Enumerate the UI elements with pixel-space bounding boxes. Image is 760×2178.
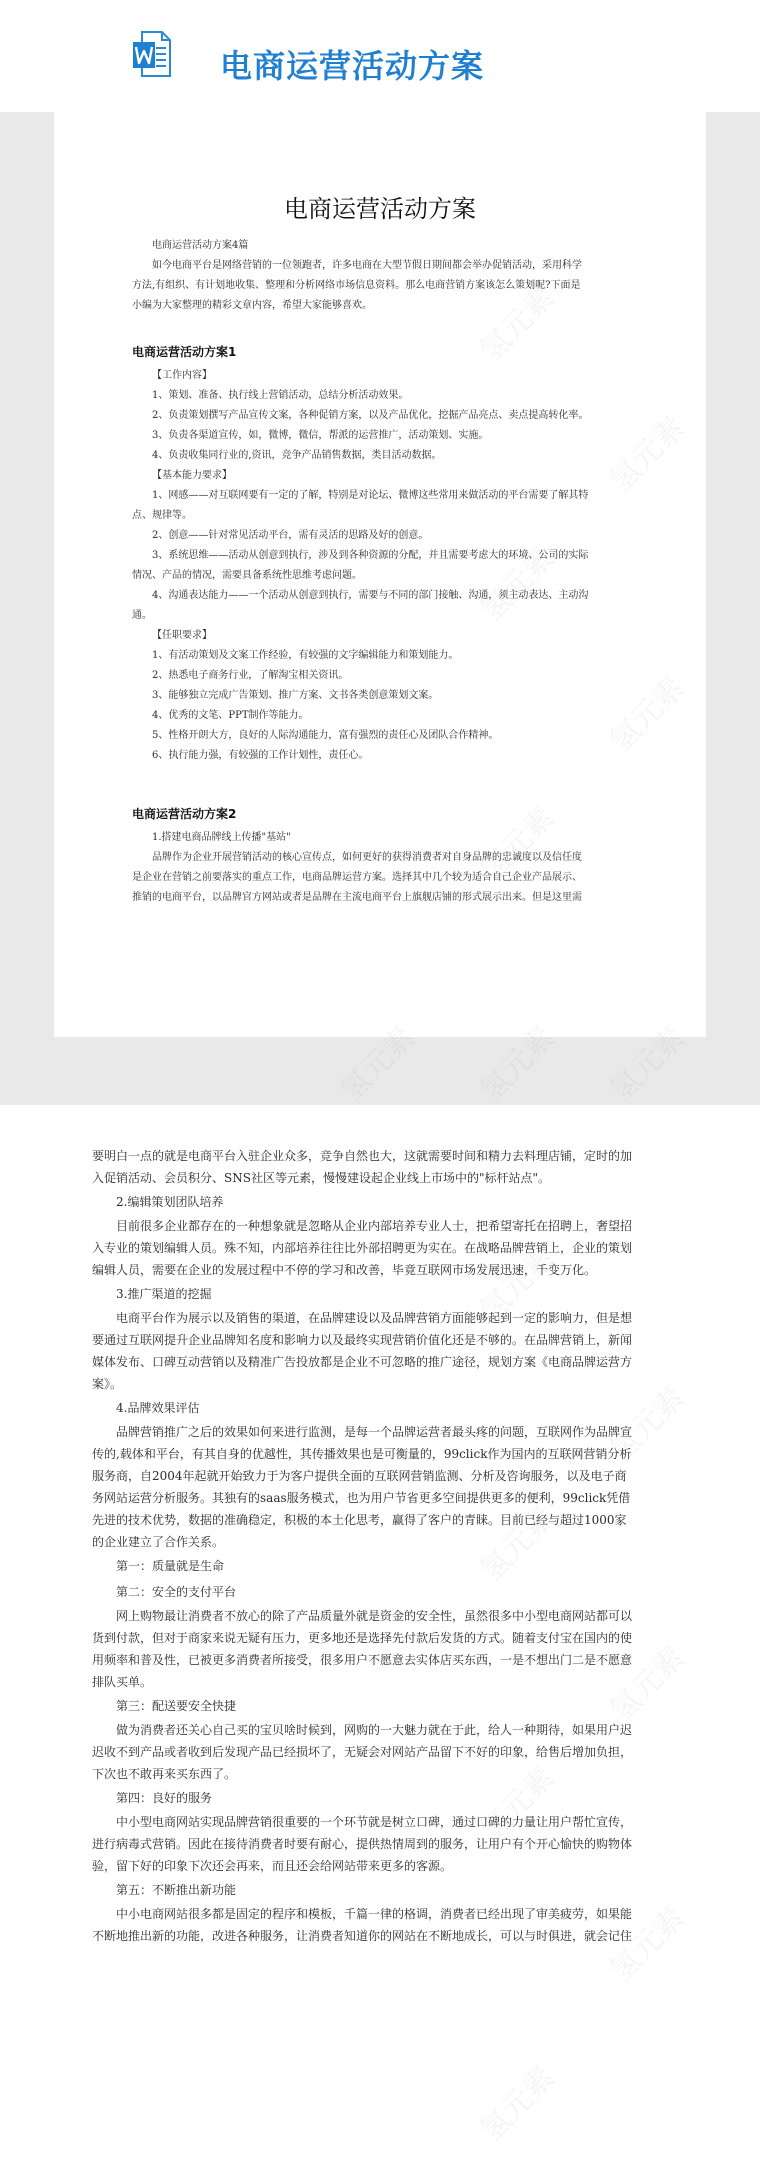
- text-line: 进行病毒式营销。因此在接待消费者时要有耐心，提供热情周到的服务，让用户有个开心愉快的购物体: [92, 1837, 633, 1851]
- text-line: 品牌营销推广之后的效果如何来进行监测，是每一个品牌运营者最头疼的问题，互联网作为品牌宣: [116, 1425, 633, 1439]
- header-banner: [0, 0, 760, 112]
- text-line: 2、负责策划撰写产品宣传文案，各种促销方案，以及产品优化，挖掘产品亮点、卖点提高转化率。: [152, 410, 589, 421]
- text-line: 务网站运营分析服务。其独有的saas服务模式，也为用户节省更多空间提供更多的便利，99click凭借: [92, 1491, 631, 1505]
- text-line: 4、沟通表达能力——一个活动从创意到执行，需要与不同的部门接触、沟通，须主动表达、主动沟: [152, 590, 589, 601]
- section-heading: 电商运营活动方案2: [132, 807, 237, 821]
- text-line: 1、有活动策划及文案工作经验，有较强的文字编辑能力和策划能力。: [152, 650, 459, 661]
- text-line: 6、执行能力强，有较强的工作计划性，责任心。: [152, 750, 369, 761]
- text-line: 网上购物最让消费者不放心的除了产品质量外就是资金的安全性，虽然很多中小型电商网站都可以: [116, 1609, 633, 1623]
- text-line: 【任职要求】: [152, 630, 212, 641]
- text-line: 小编为大家整理的精彩文章内容，希望大家能够喜欢。: [132, 300, 372, 311]
- text-line: 1.搭建电商品牌线上传播"基站": [152, 832, 291, 843]
- text-line: 1、网感——对互联网要有一定的了解，特别是对论坛、微博这些常用来做活动的平台需要了解其特: [152, 490, 589, 501]
- text-line: 排队买单。: [92, 1675, 153, 1689]
- page-1-body: [132, 236, 630, 908]
- text-line: 3、负责各渠道宣传，如，微博，微信，帮派的运营推广，活动策划、实施。: [152, 430, 489, 441]
- text-line: 第一：质量就是生命: [116, 1559, 225, 1573]
- text-line: 通。: [132, 610, 152, 621]
- banner-title: 电商运营活动方案: [220, 47, 485, 85]
- text-line: 迟收不到产品或者收到后发现产品已经损坏了，无疑会对网站产品留下不好的印象，给售后增加负担，: [92, 1745, 633, 1759]
- text-line: 案》。: [92, 1377, 123, 1391]
- text-line: 做为消费者还关心自己买的宝贝啥时候到，网购的一大魅力就在于此，给人一种期待，如果用户迟: [116, 1723, 633, 1737]
- text-line: 要明白一点的就是电商平台入驻企业众多，竞争自然也大，这就需要时间和精力去料理店铺，定时的加: [92, 1149, 633, 1163]
- text-line: 入促销活动、会员积分、SNS社区等元素，慢慢建设起企业线上市场中的"标杆站点"。: [92, 1171, 550, 1185]
- page-2-body: [92, 1145, 668, 1947]
- text-line: 4.品牌效果评估: [116, 1401, 200, 1415]
- text-line: 第四：良好的服务: [116, 1791, 213, 1805]
- section-heading: 电商运营活动方案1: [132, 345, 237, 359]
- text-line: 5、性格开朗大方，良好的人际沟通能力，富有强烈的责任心及团队合作精神。: [152, 730, 499, 741]
- text-line: 传的,载体和平台，有其自身的优越性，其传播效果也是可衡量的，99click作为国内的互联网营销分析: [92, 1447, 632, 1461]
- text-line: 2、热悉电子商务行业，了解淘宝相关资讯。: [152, 670, 349, 681]
- text-line: 【基本能力要求】: [152, 470, 232, 481]
- text-line: 是企业在营销之前要落实的重点工作，电商品牌运营方案。选择其中几个较为适合自己企业产品展示、: [132, 872, 582, 883]
- text-line: 不断地推出新的功能，改进各种服务，让消费者知道你的网站在不断地成长，可以与时俱进，就会记住: [92, 1929, 633, 1943]
- text-line: 服务商，自2004年起就开始致力于为客户提供全面的互联网营销监测、分析及咨询服务，以及电子商: [92, 1469, 627, 1483]
- text-line: 货到付款，但对于商家来说无疑有压力，更多地还是选择先付款后发货的方式。随着支付宝在国内的使: [92, 1631, 633, 1645]
- text-line: 情况、产品的情况，需要具备系统性思维考虑问题。: [132, 570, 362, 581]
- text-line: 要通过互联网提升企业品牌知名度和影响力以及最终实现营销价值化还是不够的。在品牌营销上，新闻: [92, 1333, 633, 1347]
- text-line: 第五：不断推出新功能: [116, 1883, 237, 1897]
- text-line: 目前很多企业都存在的一种想象就是忽略从企业内部培养专业人士，把希望寄托在招聘上，奢望招: [116, 1219, 633, 1233]
- text-line: 2、创意——针对常见活动平台，需有灵活的思路及好的创意。: [152, 530, 429, 541]
- text-line: 电商运营活动方案4篇: [152, 240, 249, 251]
- text-line: 入专业的策划编辑人员。殊不知，内部培养往往比外部招聘更为实在。在战略品牌营销上，企业的策划: [92, 1241, 633, 1255]
- text-line: 先进的技术优势，数据的准确稳定，积极的本土化思考，赢得了客户的青睐。目前已经与超过1000家: [92, 1513, 627, 1527]
- text-line: 验，留下好的印象下次还会再来，而且还会给网站带来更多的客源。: [92, 1859, 453, 1873]
- text-line: 用频率和普及性，已被更多消费者所接受，很多用户不愿意去实体店买东西，一是不想出门二是不愿意: [92, 1653, 633, 1667]
- text-line: 3、系统思维——活动从创意到执行，涉及到各种资源的分配，并且需要考虑大的环境、公司的实际: [152, 550, 589, 561]
- text-line: 的企业建立了合作关系。: [92, 1535, 225, 1549]
- text-line: 2.编辑策划团队培养: [116, 1195, 224, 1209]
- word-document-icon: [132, 30, 172, 78]
- text-line: 品牌作为企业开展营销活动的核心宣传点，如何更好的获得消费者对自身品牌的忠诚度以及信任度: [152, 852, 582, 863]
- text-line: 1、策划、准备、执行线上营销活动，总结分析活动效果。: [152, 390, 409, 401]
- text-line: 4、负责收集同行业的,资讯，竞争产品销售数据，类目活动数据。: [152, 450, 442, 461]
- text-line: 如今电商平台是网络营销的一位领跑者，许多电商在大型节假日期间都会举办促销活动，采用科学: [152, 260, 582, 271]
- text-line: 中小型电商网站实现品牌营销很重要的一个环节就是树立口碑，通过口碑的力量让用户帮忙宣传，: [116, 1815, 633, 1829]
- document-title: 电商运营活动方案: [284, 195, 476, 223]
- text-line: 4、优秀的文笔、PPT制作等能力。: [152, 710, 309, 721]
- text-line: 第二：安全的支付平台: [116, 1585, 237, 1599]
- text-line: 方法,有组织、有计划地收集、整理和分析网络市场信息资料。那么电商营销方案该怎么策划呢?下面是: [132, 280, 581, 291]
- text-line: 第三：配送要安全快捷: [116, 1699, 237, 1713]
- text-line: 点、规律等。: [132, 510, 192, 521]
- text-line: 推销的电商平台，以品牌官方网站或者是品牌在主流电商平台上旗舰店铺的形式展示出来。但是这里需: [132, 892, 582, 903]
- text-line: 电商平台作为展示以及销售的渠道，在品牌建设以及品牌营销方面能够起到一定的影响力，但是想: [116, 1311, 633, 1325]
- document-page-2: [0, 1105, 760, 2178]
- text-line: 3、能够独立完成广告策划、推广方案、文书各类创意策划文案。: [152, 690, 439, 701]
- document-page-1: [54, 112, 706, 1037]
- text-line: 媒体发布、口碑互动营销以及精准广告投放都是企业不可忽略的推广途径，规划方案《电商品牌运营方: [92, 1355, 633, 1369]
- text-line: 3.推广渠道的挖掘: [116, 1287, 212, 1301]
- text-line: 中小电商网站很多都是固定的程序和模板，千篇一律的格调，消费者已经出现了审美疲劳，如果能: [116, 1907, 633, 1921]
- text-line: 【工作内容】: [152, 370, 212, 381]
- text-line: 编辑人员，需要在企业的发展过程中不停的学习和改善，毕竟互联网市场发展迅速，千变万化。: [92, 1263, 597, 1277]
- text-line: 下次也不敢再来买东西了。: [92, 1767, 237, 1781]
